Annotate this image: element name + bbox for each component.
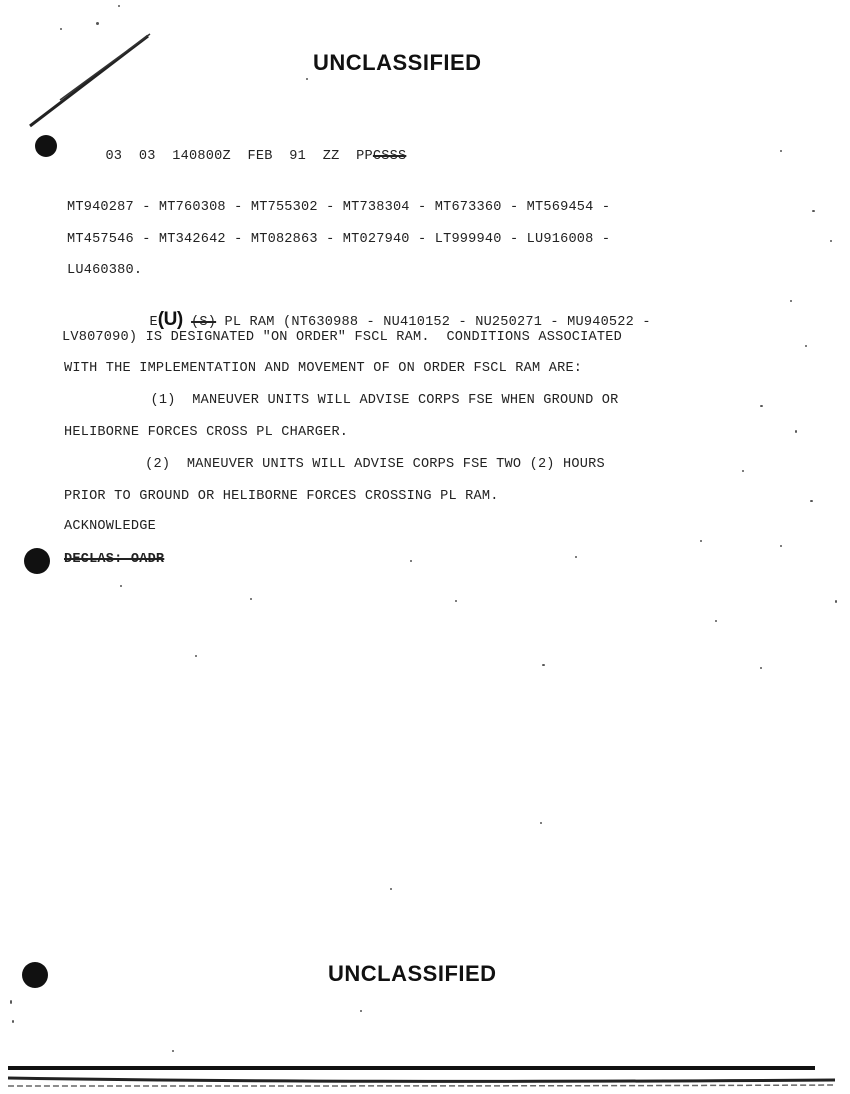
declas-line: DECLAS: OADR [64,552,165,567]
body-line-5: (2) MANEUVER UNITS WILL ADVISE CORPS FSE TWO (2) HOURS [95,457,605,472]
pl-ram-text: PL RAM (NT630988 - NU410152 - NU250271 - MU940522 - [216,315,651,330]
grid-line-3: LU460380. [67,263,143,278]
dtg-text: 03 03 140800Z FEB 91 ZZ PP [105,149,373,164]
punch-hole-bottom [22,962,48,988]
grid-line-1: MT940287 - MT760308 - MT755302 - MT738304 - MT673360 - MT569454 - [67,200,611,215]
classification-banner-bottom: UNCLASSIFIED [328,961,497,986]
struck-routing: CSSS [372,149,407,164]
body-line-4: HELIBORNE FORCES CROSS PL CHARGER. [64,425,349,440]
struck-marking: (S) [191,315,217,330]
portion-marking: (U) [157,309,183,330]
body-line-7: ACKNOWLEDGE [64,519,156,534]
body-line-2: WITH THE IMPLEMENTATION AND MOVEMENT OF ON ORDER FSCL RAM ARE: [64,361,583,376]
body-line-6: PRIOR TO GROUND OR HELIBORNE FORCES CROSSING PL RAM. [64,489,499,504]
para-lead-letter: E [149,315,158,330]
message-header-line [72,134,406,179]
body-line-3: (1) MANEUVER UNITS WILL ADVISE CORPS FSE WHEN GROUND OR [92,393,619,408]
classification-banner-top: UNCLASSIFIED [313,50,482,75]
body-line-1: LV807090) IS DESIGNATED "ON ORDER" FSCL RAM. CONDITIONS ASSOCIATED [62,330,622,345]
grid-line-2: MT457546 - MT342642 - MT082863 - MT027940 - LT999940 - LU916008 - [67,232,611,247]
punch-hole-middle [24,548,50,574]
punch-hole-top [35,135,57,157]
